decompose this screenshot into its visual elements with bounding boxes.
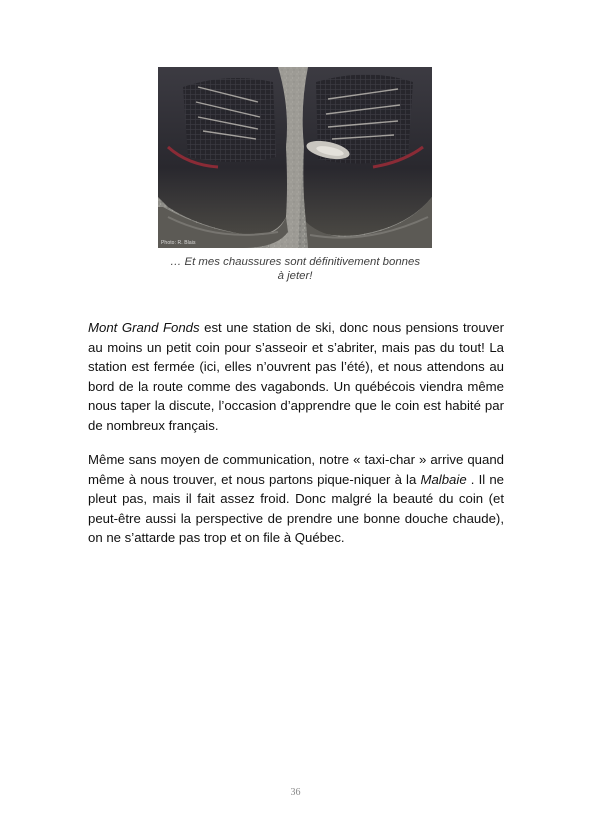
paragraph-2-text-before: Même sans moyen de communication, notre « taxi-char » arrive quand même à nous trouver, et nous partons pique-niquer à la [88, 452, 504, 487]
shoes-photo [158, 67, 432, 248]
paragraph-2-text-after: . Il ne pleut pas, mais il fait assez froid. Donc malgré la beauté du coin (et peut-être aussi la perspective de prendre une bonne douche chaude), on ne s’attarde pas trop et on file à Québec. [88, 471, 505, 545]
paragraph-2 [88, 450, 504, 548]
caption-line-1: … Et mes chaussures sont définitivement bonnes [169, 256, 421, 268]
photo-credit: Photo: R. Blais [161, 240, 196, 246]
paragraph-1-text: est une station de ski, donc nous pensions trouver au moins un petit coin pour s’asseoir et s’abriter, mais pas du tout! La station est fermée (ici, elles n’ouvrent pas l’été), et nous attendons au bord de la route comme des vagabonds. Un québécois viendra même nous taper la discute, l’occasion d’apprendre que le coin est habité par de nombreux français. [88, 320, 505, 433]
caption-line-2: à jeter! [277, 269, 313, 282]
place-name-mont-grand-fonds: Mont Grand Fonds [88, 320, 200, 335]
photo-shoes-illustration [158, 67, 432, 248]
place-name-malbaie: Malbaie [420, 471, 467, 487]
photo-caption [154, 256, 436, 283]
paragraph-1 [88, 318, 504, 435]
page-number: 36 [290, 787, 301, 798]
